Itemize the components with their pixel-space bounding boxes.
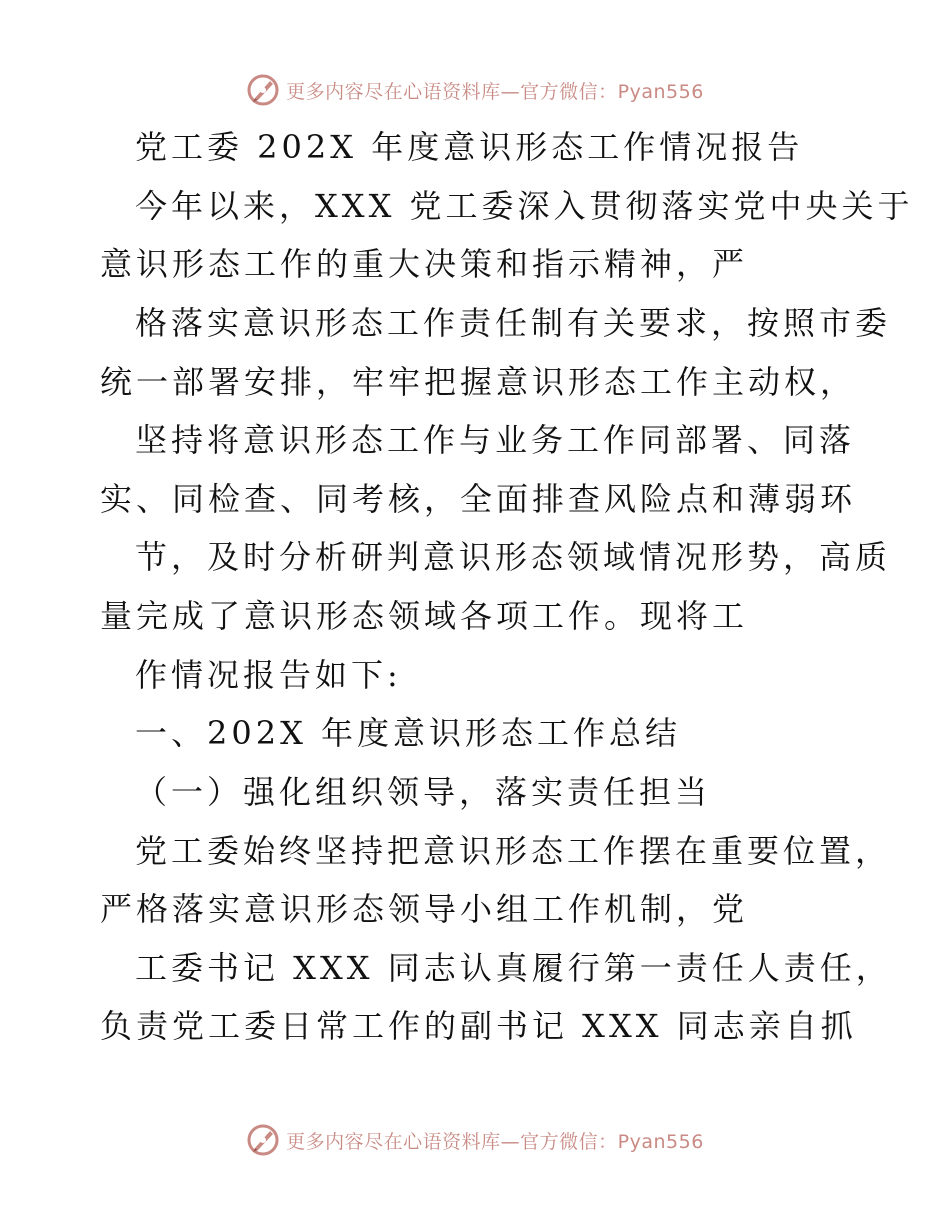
quill-pen-circle-icon	[246, 1123, 280, 1157]
quill-pen-circle-icon	[246, 73, 280, 107]
paragraph-line: 党工委始终坚持把意识形态工作摆在重要位置，	[135, 832, 892, 870]
paragraph-line: 格落实意识形态工作责任制有关要求，按照市委	[135, 304, 892, 342]
watermark-text: 更多内容尽在心语资料库—官方微信：Pyan556	[286, 1130, 704, 1153]
watermark-text: 更多内容尽在心语资料库—官方微信：Pyan556	[286, 80, 704, 103]
paragraph-line: 量完成了意识形态领域各项工作。现将工	[100, 597, 749, 635]
paragraph-line: 今年以来，XXX 党工委深入贯彻落实党中央关于	[135, 187, 914, 225]
document-title: 党工委 202X 年度意识形态工作情况报告	[135, 128, 804, 166]
subsection-heading: （一）强化组织领导，落实责任担当	[135, 773, 712, 811]
watermark-footer	[0, 1123, 950, 1157]
section-heading: 一、202X 年度意识形态工作总结	[135, 714, 682, 752]
paragraph-line: 统一部署安排，牢牢把握意识形态工作主动权，	[100, 363, 857, 401]
watermark-header	[0, 73, 950, 107]
paragraph-line: 严格落实意识形态领导小组工作机制，党	[100, 890, 749, 928]
paragraph-line: 意识形态工作的重大决策和指示精神，严	[100, 245, 749, 283]
paragraph-line: 节，及时分析研判意识形态领域情况形势，高质	[135, 538, 892, 576]
paragraph-line: 工委书记 XXX 同志认真履行第一责任人责任，	[135, 949, 892, 987]
paragraph-line: 实、同检查、同考核，全面排查风险点和薄弱环	[100, 480, 857, 518]
paragraph-line: 坚持将意识形态工作与业务工作同部署、同落	[135, 421, 856, 459]
paragraph-line: 负责党工委日常工作的副书记 XXX 同志亲自抓	[100, 1007, 857, 1045]
paragraph-line: 作情况报告如下:	[135, 656, 402, 694]
